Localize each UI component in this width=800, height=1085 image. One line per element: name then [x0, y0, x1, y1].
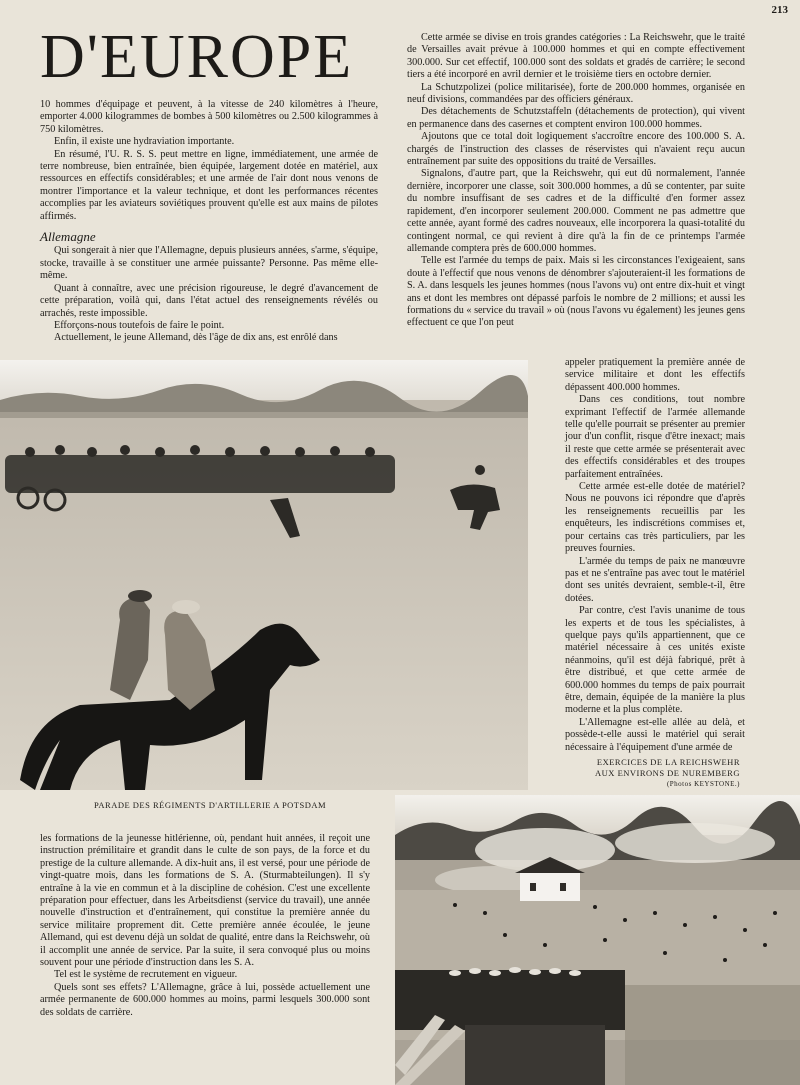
caption-reichswehr: [560, 757, 740, 790]
caption-line: EXERCICES DE LA REICHSWEHR: [596, 757, 740, 767]
left-column-bottom: [40, 833, 370, 1019]
paragraph: les formations de la jeunesse hitlérienne, où, pendant huit années, il reçoit une instruction prémilitaire et grandit dans le culte de son pays, de la force et du prestige de la culture allemande. A dix-huit ans, il est versé, pour une période de vingt-quatre mois, dans les formations de S. A. (Sturmabteilungen). Il s'y entraîne à la vie en commun et à la discipline de cohésion. C'est une excellente préparation pour effectuer, dans les Arbeitsdienst (service du travail), une année nouvelle d'instruction et d'entraînement, qui constitue la première année du service militaire proprement dit. Cette première année écoulée, le jeune Allemand, qui est devenu déjà un soldat de qualité, entre dans la Reichswehr, où il accomplit une année de service. Par la suite, il sera convoqué plus ou moins souvent pour une période d'instruction dans les S. A.: [40, 833, 370, 969]
paragraph: L'armée du temps de paix ne manœuvre pas et ne s'entraîne pas avec tout le matériel dont ses unités devraient, semble-t-il, être dotées.: [565, 555, 745, 604]
photo-reichswehr-exercises: [395, 795, 800, 1085]
paragraph: La Schutzpolizei (police militarisée), forte de 200.000 hommes, organisée en neuf divisions, commandées par des officiers généraux.: [407, 81, 745, 106]
caption-parade: PARADE DES RÉGIMENTS D'ARTILLERIE A POTSDAM: [93, 800, 327, 810]
article-title: D'EUROPE: [40, 23, 354, 91]
right-column-narrow: [565, 357, 745, 754]
photo-credit: (Photos KEYSTONE.): [666, 780, 740, 788]
paragraph: 10 hommes d'équipage et peuvent, à la vitesse de 240 kilomètres à l'heure, emporter 4.000 kilogrammes de bombes à 500 kilomètres ou 2.500 kilogrammes à 750 kilomètres.: [40, 99, 378, 135]
paragraph: Tel est le système de recrutement en vigueur.: [54, 969, 238, 981]
paragraph: Cette armée se divise en trois grandes catégories : La Reichswehr, que le traité de Versailles avait prévue à 100.000 hommes et qui en compte effectivement 300.000. Sur cet effectif, 100.000 sont des soldats et gradés de carrière; le second tiers a été incorporé en avril dernier et le troisième tiers en octobre dernier.: [407, 32, 745, 81]
paragraph: Qui songerait à nier que l'Allemagne, depuis plusieurs années, s'arme, s'équipe, stocke, travaille à se constituer une armée puissante? Personne. Pas même elle-même.: [40, 245, 378, 282]
section-heading: Allemagne: [40, 229, 96, 245]
paragraph: Ajoutons que ce total doit logiquement s'accroître encore des 100.000 S. A. chargés de l'instruction des classes de réservistes qui n'avaient reçu aucun entraînement par suite des oppositions du traité de Versailles.: [407, 131, 745, 168]
paragraph: Quant à connaître, avec une précision rigoureuse, le degré d'avancement de cette préparation, voilà qui, dans l'état actuel des renseignements révélés ou arrachés, reste impossible.: [40, 282, 378, 319]
photo-artillery-parade: [0, 360, 528, 790]
page-number: 213: [771, 4, 788, 16]
paragraph: L'Allemagne est-elle allée au delà, et possède-t-elle aussi le matériel qui serait nécessaire à l'équipement d'une armée de: [565, 716, 745, 753]
paragraph: Dans ces conditions, tout nombre exprimant l'effectif de l'armée allemande telle qu'elle pourrait se présenter au premier jour d'un conflit, risque d'être inexact; mais il reste que cette armée se présenterait avec des effectifs considérables et des troupes parfaitement entraînées.: [565, 394, 745, 480]
paragraph: En résumé, l'U. R. S. S. peut mettre en ligne, immédiatement, une armée de terre nombreuse, bien entraînée, bien équipée, largement dotée en matériel, aux ressources en effectifs considérables; et une armée de l'air dont nous venons de montrer l'importance et la valeur technique, et dont les performances récentes accomplies par les aviateurs soviétiques prouvent qu'elle est aux mains de pilotes affirmés.: [40, 148, 378, 222]
paragraph: Par contre, c'est l'avis unanime de tous les experts et de tous les spécialistes, à quelque pays qu'ils appartiennent, que ce matériel nécessaire à ces unités existe néanmoins, qu'il est déjà fabriqué, prêt à être distribué, et que cette armée de 600.000 hommes du temps de paix pourrait être, demain, équipée de la manière la plus moderne et la plus complète.: [565, 605, 745, 716]
caption-line: AUX ENVIRONS DE NUREMBERG: [595, 768, 740, 778]
right-column-top: [407, 32, 745, 330]
paragraph: Telle est l'armée du temps de paix. Mais si les circonstances l'exigeaient, sans doute à l'effectif que nous venons de dénombrer s'ajouteraient-il les formations de S. A. dans lesquels les jeunes hommes (nous l'avons vu) ont entre dix-huit et vingt ans et dont les membres ont dépassé parfois le nombre de 2 millions; et aussi les formations du « service du travail » où (nous l'avons vu également) les jeunes gens effectuent ce que l'on peut: [407, 255, 745, 329]
paragraph: appeler pratiquement la première année de service militaire et dont les effectifs dépassent 400.000 hommes.: [565, 357, 745, 393]
paragraph: Des détachements de Schutzstaffeln (détachements de protection), qui vivent en permanence dans des casernes et comptent environ 100.000 hommes.: [407, 106, 745, 130]
paragraph: Enfin, il existe une hydraviation importante.: [54, 136, 235, 148]
paragraph: Efforçons-nous toutefois de faire le point.: [54, 319, 225, 331]
paragraph: Quels sont ses effets? L'Allemagne, grâce à lui, possède actuellement une armée permanente de 600.000 hommes au moins, parmi lesquels 300.000 sont des soldats de carrière.: [40, 981, 370, 1018]
paragraph: Signalons, d'autre part, que la Reichswehr, qui eut dû normalement, l'année dernière, incorporer une classe, soit 300.000 hommes, a dû se contenter, par suite du nombre insuffisant de ses cadres et de la difficulté d'en former assez rapidement, d'en incorporer seulement 200.000. Comment ne pas admettre que cette année, ayant formé des cadres nouveaux, elle incorporera la quasi-totalité du contingent normal, ce qui revient à dire qu'à la fin de ce printemps l'armée allemande comptera près de 600.000 hommes.: [407, 168, 745, 254]
paragraph: Actuellement, le jeune Allemand, dès l'âge de dix ans, est enrôlé dans: [54, 332, 338, 344]
left-column-top: [40, 99, 378, 345]
paragraph: Cette armée est-elle dotée de matériel? Nous ne pouvons ici répondre que d'après les renseignements recueillis par les enquêteurs, les indiscrétions commises et, pour certains cas très particuliers, par les preuves fournies.: [565, 481, 745, 555]
